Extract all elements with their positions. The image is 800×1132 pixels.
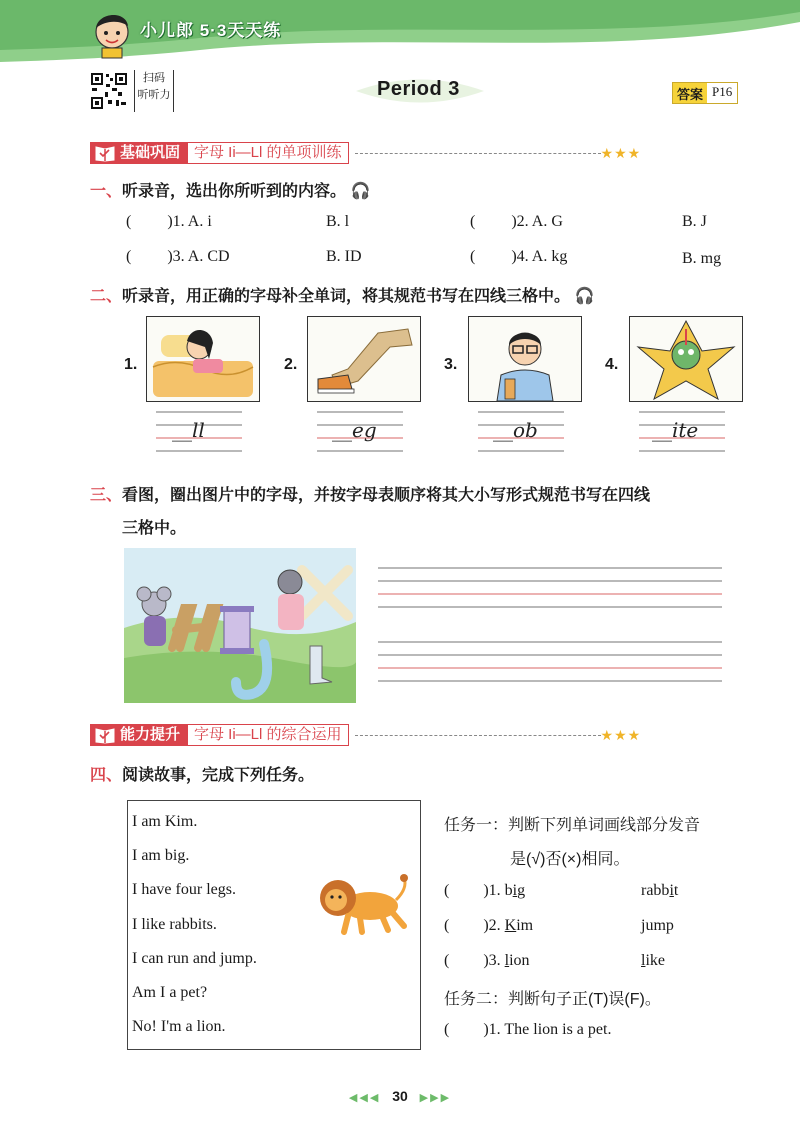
book-icon [94,726,116,744]
word-a-post: g [517,882,526,899]
lion-picture [312,870,412,936]
qr-code-icon[interactable] [90,72,128,110]
option-a: 1. A. i [172,213,212,230]
word-b-underlined: l [641,952,646,969]
q1-item-2-option-b: B. J [682,213,707,230]
answer-paren-open[interactable]: ( [470,248,476,265]
question-number: 三、 [90,487,123,504]
answer-paren-open[interactable]: ( [444,952,450,969]
question-text: 听录音，选出你所听到的内容。 [122,183,347,200]
task-1-title-cont: 是(√)否(×)相同。 [510,851,630,868]
difficulty-stars: ★★★ [600,144,642,161]
story-line: I am Kim. [132,813,198,830]
word-b-post: t [673,882,679,899]
task-2-title: 任务二：判断句子正(T)误(F)。 [444,991,661,1008]
picture-number: 3. [444,356,458,373]
difficulty-stars: ★★★ [600,726,642,743]
answer-grid-lines[interactable] [378,566,722,684]
word-b-underlined: j [641,917,646,934]
story-line: I like rabbits. [132,915,217,933]
task1-item-3-word-b [641,952,665,970]
word-a-underlined: K [504,917,517,934]
question-1-title [90,178,370,201]
answer-paren-open[interactable]: ( [126,248,132,265]
question-2-title [90,283,594,306]
answer-paren-close: ) [483,917,489,934]
word-b-post: ump [645,917,674,934]
section-tag [90,142,188,164]
word-b-underlined: i [669,882,674,899]
task1-item-1 [444,882,525,900]
task1-item-1-word-b [641,882,678,900]
divider [355,735,601,736]
headphones-icon[interactable]: 🎧 [574,288,595,305]
book-icon [94,144,116,162]
q1-item-4-option-b: B. mg [682,250,722,267]
task2-item-1 [444,1021,611,1039]
answer-paren-open[interactable]: ( [470,213,476,230]
question-text: 阅读故事，完成下列任务。 [122,767,315,784]
word-a-post: ion [509,952,530,969]
word-a-pre: 1. b [488,882,513,899]
word-a-underlined: i [512,882,518,899]
section-tag [90,724,188,746]
story-line: I have four legs. [132,881,236,899]
section-tag-label: 能力提升 [120,726,181,743]
answer-paren-close: ) [483,882,489,899]
word-a-post: im [516,917,534,934]
q1-item-1-option-b: B. l [326,213,350,230]
section-tag-label: 基础巩固 [120,144,181,161]
mascot-icon [88,6,136,60]
word-b-post: ike [645,952,665,969]
question-4-title [90,762,314,785]
scan-label-top: 扫码 [143,72,165,84]
question-3-title [90,482,650,505]
story-line: I am big. [132,847,190,865]
handwritten-word: __eg [332,418,377,442]
section-subtitle: 字母 Ii—Ll 的综合运用 [188,724,349,746]
divider [355,153,601,154]
story-line: No! I'm a lion. [132,1018,226,1036]
headphones-icon[interactable]: 🎧 [350,183,371,200]
handwritten-word: __ite [652,418,699,442]
picture-number: 2. [284,356,298,373]
brand-title: 小儿郎 5·3天天练 [140,21,282,40]
section-banner-ability [90,724,641,746]
answer-paren-close: ) [511,213,517,230]
answer-paren-open[interactable]: ( [126,213,132,230]
word-a-pre: 2. [488,917,505,934]
question-text: 听录音，用正确的字母补全单词，将其规范书写在四线三格中。 [122,288,571,305]
answer-label: 答案 [673,83,707,103]
handwritten-word: __ob [493,418,538,442]
word-a-pre: 3. [488,952,505,969]
task1-item-2-word-b [641,917,674,935]
word-b-pre: rabb [641,882,670,899]
option-a: 4. A. kg [516,248,568,265]
right-arrows-icon: ▶▶▶ [419,1092,452,1104]
scan-listen-label [134,70,174,112]
answer-paren-open[interactable]: ( [444,1021,450,1038]
answer-paren-close: ) [167,248,173,265]
left-arrows-icon: ◀◀◀ [348,1092,381,1104]
q1-item-4 [470,248,567,266]
question-text: 看图，圈出图片中的字母，并按字母表顺序将其大小写形式规范书写在四线 [122,487,651,504]
scan-label-bottom: 听听力 [137,89,171,101]
answer-paren-open[interactable]: ( [444,882,450,899]
task1-item-3 [444,952,530,970]
section-banner-basics [90,142,641,164]
kite-picture [629,316,743,402]
q1-item-3 [126,248,230,266]
task-1-title: 任务一：判断下列单词画线部分发音 [444,817,701,834]
question-number: 一、 [90,183,123,200]
question-number: 二、 [90,288,123,305]
handwritten-word: __ll [172,418,205,442]
story-line: I can run and jump. [132,949,257,967]
q1-item-2 [470,213,563,231]
story-line: Am I a pet? [132,984,208,1002]
page-footer [0,1088,800,1104]
option-a: 3. A. CD [172,248,230,265]
word-a-underlined: l [504,952,510,969]
option-a: 2. A. G [516,213,563,230]
letter-scene-picture [124,548,356,703]
statement-text: 1. The lion is a pet. [488,1021,612,1038]
q1-item-3-option-b: B. ID [326,248,362,265]
answer-page-badge [672,82,738,104]
question-3-title-cont: 三格中。 [122,520,187,537]
answer-paren-close: ) [483,1021,489,1038]
section-subtitle: 字母 Ii—Ll 的单项训练 [188,142,349,164]
answer-paren-open[interactable]: ( [444,917,450,934]
answer-page: P16 [707,83,737,103]
task1-item-2 [444,917,533,935]
leg-picture [307,316,421,402]
question-number: 四、 [90,767,123,784]
answer-paren-close: ) [167,213,173,230]
picture-number: 4. [605,356,619,373]
ill-girl-picture [146,316,260,402]
q1-item-1 [126,213,212,231]
page-number: 30 [392,1088,408,1104]
page-title: Period 3 [377,78,460,100]
answer-paren-close: ) [483,952,489,969]
answer-paren-close: ) [511,248,517,265]
bob-picture [468,316,582,402]
picture-number: 1. [124,356,138,373]
